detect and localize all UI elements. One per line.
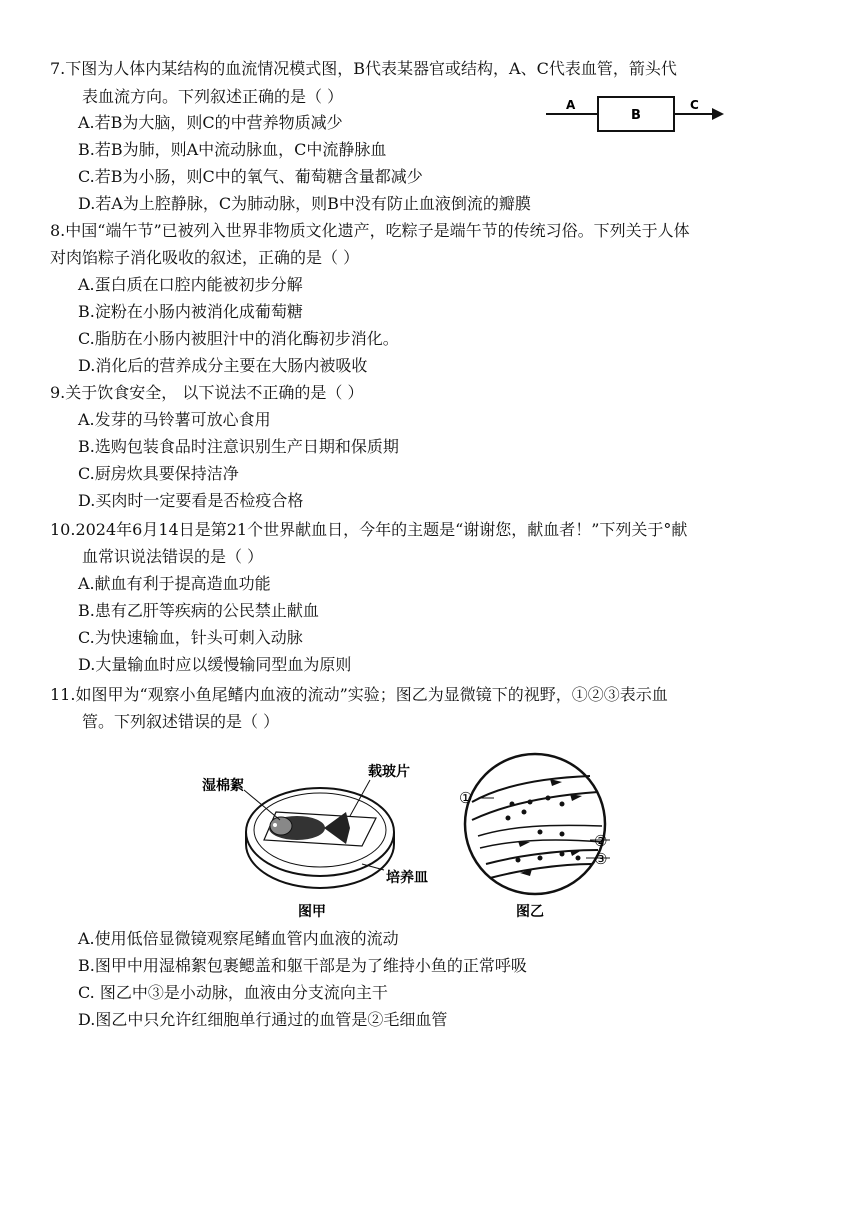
vessel-marker-3: ③ <box>594 850 608 868</box>
q7-option-d: D.若A为上腔静脉，C为肺动脉，则B中没有防止血液倒流的瓣膜 <box>78 194 531 213</box>
q8-option-d: D.消化后的营养成分主要在大肠内被吸收 <box>78 356 368 375</box>
q8-option-a: A.蛋白质在口腔内能被初步分解 <box>78 275 303 294</box>
blood-flow-diagram <box>544 92 724 134</box>
arrow-right-icon <box>712 108 724 120</box>
q11-option-a: A.使用低倍显微镜观察尾鳍血管内血液的流动 <box>78 929 399 948</box>
q11-stem-line1: 11.如图甲为“观察小鱼尾鳍内血液的流动”实验；图乙为显微镜下的视野，①②③表示血 <box>50 685 668 704</box>
q7-stem-line2: 表血流方向。下列叙述正确的是（ ） <box>82 87 344 106</box>
q7-stem-line1: 7.下图为人体内某结构的血流情况模式图，B代表某器官或结构，A、C代表血管，箭头代 <box>50 59 677 78</box>
cotton-label: 湿棉絮 <box>202 778 244 794</box>
q11-option-b: B.图甲中用湿棉絮包裹鳃盖和躯干部是为了维持小鱼的正常呼吸 <box>78 956 527 975</box>
q11-option-c: C. 图乙中③是小动脉，血液由分支流向主干 <box>78 983 388 1002</box>
q10-stem-line2: 血常识说法错误的是（ ） <box>82 547 264 566</box>
q8-stem-line1: 8.中国“端午节”已被列入世界非物质文化遗产，吃粽子是端午节的传统习俗。下列关于人体 <box>50 221 690 240</box>
q9-option-d: D.买肉时一定要看是否检疫合格 <box>78 491 304 510</box>
q10-option-d: D.大量输血时应以缓慢输同型血为原则 <box>78 655 352 674</box>
q7-option-a: A.若B为大脑，则C的中营养物质减少 <box>78 113 343 132</box>
q7-option-c: C.若B为小肠，则C中的氧气、葡萄糖含量都减少 <box>78 167 423 186</box>
q10-option-c: C.为快速输血，针头可刺入动脉 <box>78 628 303 647</box>
q9-option-c: C.厨房炊具要保持洁净 <box>78 464 239 483</box>
q10-stem-line1: 10.2024年6月14日是第21个世界献血日，今年的主题是“谢谢您，献血者！”下列关于°献 <box>50 520 688 539</box>
q8-stem-line2: 对肉馅粽子消化吸收的叙述，正确的是（ ） <box>50 248 360 267</box>
q9-option-a: A.发芽的马铃薯可放心食用 <box>78 410 271 429</box>
q11-option-d: D.图乙中只允许红细胞单行通过的血管是②毛细血管 <box>78 1010 448 1029</box>
q7-option-b: B.若B为肺，则A中流动脉血，C中流静脉血 <box>78 140 387 159</box>
vessel-marker-2: ② <box>594 832 608 850</box>
fish-experiment-figure <box>190 746 610 926</box>
vessel-marker-1: ① <box>459 789 473 807</box>
fish-drawing <box>269 812 350 844</box>
microscope-view-drawing <box>465 754 608 894</box>
q9-option-b: B.选购包装食品时注意识别生产日期和保质期 <box>78 437 399 456</box>
q10-option-b: B.患有乙肝等疾病的公民禁止献血 <box>78 601 319 620</box>
q10-option-a: A.献血有利于提高造血功能 <box>78 574 271 593</box>
vessel-a-label: A <box>566 98 576 112</box>
slide-label: 载玻片 <box>368 764 410 780</box>
q11-stem-line2: 管。下列叙述错误的是（ ） <box>82 712 280 731</box>
q9-stem: 9.关于饮食安全， 以下说法不正确的是（ ） <box>50 383 364 402</box>
q8-option-b: B.淀粉在小肠内被消化成葡萄糖 <box>78 302 303 321</box>
q8-option-c: C.脂肪在小肠内被胆汁中的消化酶初步消化。 <box>78 329 399 348</box>
dish-label: 培养皿 <box>386 870 428 886</box>
caption-figure-a: 图甲 <box>298 904 326 920</box>
organ-b-label: B <box>631 108 641 123</box>
vessel-c-label: C <box>690 98 699 112</box>
petri-dish-drawing <box>246 788 394 888</box>
caption-figure-b: 图乙 <box>516 904 544 920</box>
